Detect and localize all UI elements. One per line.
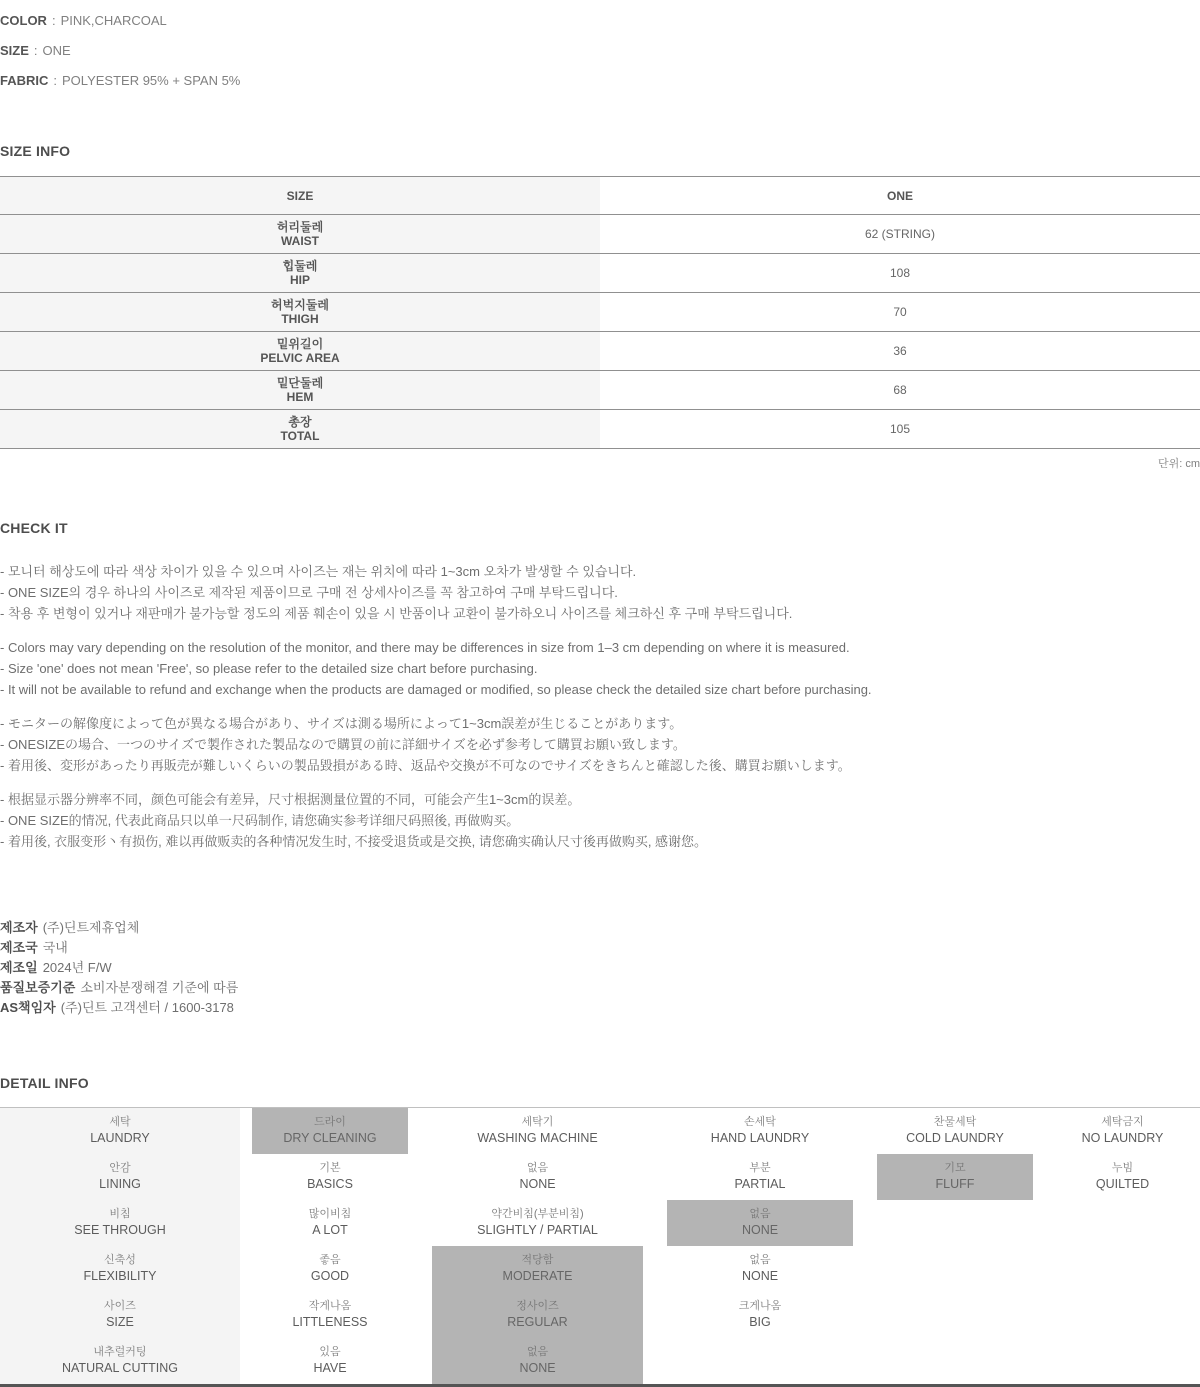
option-cell-selected bbox=[252, 1108, 408, 1154]
manufacturer-row bbox=[0, 958, 1200, 978]
option-kr: 드라이 bbox=[314, 1116, 346, 1128]
product-size-row bbox=[0, 36, 1200, 66]
separator: : bbox=[51, 13, 56, 28]
separator: : bbox=[53, 73, 58, 88]
option-kr: 있음 bbox=[319, 1346, 341, 1358]
size-table-header-one: ONE bbox=[600, 177, 1200, 215]
option-cell bbox=[655, 1292, 865, 1338]
row-label-kr: 허리둘레 bbox=[276, 220, 324, 234]
row-value-hem: 68 bbox=[600, 371, 1200, 410]
note-line: - 모니터 해상도에 따라 색상 차이가 있을 수 있으며 사이즈는 재는 위치에 따라 1~3cm 오차가 발생할 수 있습니다. bbox=[0, 564, 637, 579]
option-cell-selected bbox=[432, 1338, 643, 1384]
row-label-en: WAIST bbox=[281, 234, 319, 248]
note-line: - ONESIZEの場合、一つのサイズで製作された製品なので購買の前に詳細サイズを必ず参考して購買お願い致します。 bbox=[0, 737, 686, 752]
manufacturer-label: 제조국 bbox=[0, 940, 38, 955]
row-label-en: HIP bbox=[289, 273, 310, 287]
separator: : bbox=[33, 43, 38, 58]
label-en: NATURAL CUTTING bbox=[62, 1361, 178, 1375]
table-row-hem bbox=[0, 371, 1200, 410]
table-row-hip bbox=[0, 254, 1200, 293]
note-line: - 착용 후 변형이 있거나 재판매가 불가능할 정도의 제품 훼손이 있을 시 반품이나 교환이 불가하오니 사이즈를 체크하신 후 구매 부탁드립니다. bbox=[0, 606, 793, 621]
manufacturer-label: AS책임자 bbox=[0, 1000, 56, 1015]
option-kr: 찬물세탁 bbox=[933, 1116, 977, 1128]
option-en: HAVE bbox=[313, 1361, 347, 1375]
label-kr: 사이즈 bbox=[104, 1300, 136, 1312]
row-label-hem bbox=[0, 371, 600, 410]
manufacturer-value: 국내 bbox=[42, 940, 68, 955]
row-label-en: PELVIC AREA bbox=[260, 351, 340, 365]
option-cell-selected bbox=[667, 1200, 853, 1246]
row-value-total: 105 bbox=[600, 410, 1200, 449]
option-kr: 없음 bbox=[526, 1162, 549, 1174]
size-table-header-row bbox=[0, 177, 1200, 215]
table-row-total bbox=[0, 410, 1200, 449]
detail-row-natural-cutting bbox=[0, 1338, 1200, 1384]
option-en: WASHING MACHINE bbox=[477, 1131, 598, 1145]
option-kr: 누빔 bbox=[1111, 1162, 1134, 1174]
manufacturer-value: 소비자분쟁해결 기준에 따름 bbox=[80, 980, 239, 995]
option-en: HAND LAUNDRY bbox=[710, 1131, 810, 1145]
option-en: NONE bbox=[741, 1269, 779, 1283]
label-kr: 안감 bbox=[109, 1162, 131, 1174]
row-label-total bbox=[0, 410, 600, 449]
note-line: - ONE SIZE的情况, 代表此商品只以单一尺码制作, 请您确实参考详细尺码照後, 再做购买。 bbox=[0, 813, 520, 828]
detail-info-heading: DETAIL INFO bbox=[0, 1075, 89, 1091]
label-kr: 내추럴커팅 bbox=[93, 1346, 147, 1358]
unit-note: 단위: cm bbox=[1157, 458, 1200, 470]
row-label-en: THIGH bbox=[281, 312, 319, 326]
product-color-row bbox=[0, 6, 1200, 36]
detail-label-size bbox=[0, 1292, 240, 1338]
option-cell bbox=[1045, 1154, 1200, 1200]
option-cell bbox=[420, 1108, 655, 1154]
option-cell bbox=[420, 1200, 655, 1246]
note-line: - It will not be available to refund and exchange when the products are damaged or modified, so please check the detailed size chart before purchasing. bbox=[0, 682, 872, 697]
option-en: NONE bbox=[741, 1223, 779, 1237]
option-en: COLD LAUNDRY bbox=[906, 1131, 1004, 1145]
option-kr: 없음 bbox=[526, 1346, 549, 1358]
row-label-en: HEM bbox=[286, 390, 314, 404]
color-value: PINK,CHARCOAL bbox=[60, 13, 167, 28]
option-kr: 기모 bbox=[944, 1162, 966, 1174]
size-table bbox=[0, 176, 1200, 449]
row-label-pelvic-area bbox=[0, 332, 600, 371]
option-cell-selected bbox=[877, 1154, 1033, 1200]
label-en: LAUNDRY bbox=[90, 1131, 150, 1145]
option-kr: 없음 bbox=[749, 1208, 771, 1220]
detail-row-lining bbox=[0, 1154, 1200, 1200]
note-line: - 着用後, 衣服变形丶有损伤, 难以再做贩卖的各种情况发生时, 不接受退货或是交换, 请您确实确认尺寸後再做购买, 感谢您。 bbox=[0, 834, 708, 849]
option-kr: 손세탁 bbox=[744, 1116, 776, 1128]
note-line: - 根据显示器分辨率不同，颜色可能会有差异，尺寸根据测量位置的不同，可能会产生1~3cm的误差。 bbox=[0, 792, 581, 807]
notes-japanese bbox=[0, 713, 1200, 776]
row-label-waist bbox=[0, 215, 600, 254]
manufacturer-info bbox=[0, 918, 1200, 1018]
notes-english bbox=[0, 637, 1200, 700]
table-row-pelvic-area bbox=[0, 332, 1200, 371]
option-en: BIG bbox=[749, 1315, 771, 1329]
option-cell bbox=[420, 1154, 655, 1200]
label-en: LINING bbox=[99, 1177, 141, 1191]
option-cell bbox=[240, 1246, 420, 1292]
option-en: BASICS bbox=[307, 1177, 353, 1191]
option-en: A LOT bbox=[312, 1223, 348, 1237]
option-cell-selected bbox=[432, 1292, 643, 1338]
row-label-thigh bbox=[0, 293, 600, 332]
manufacturer-row bbox=[0, 998, 1200, 1018]
option-en: MODERATE bbox=[502, 1269, 573, 1283]
detail-row-size bbox=[0, 1292, 1200, 1338]
option-en: NONE bbox=[519, 1177, 556, 1191]
option-en: LITTLENESS bbox=[292, 1315, 368, 1329]
note-line: - Size 'one' does not mean 'Free', so please refer to the detailed size chart before purchasing. bbox=[0, 661, 538, 676]
size-label: SIZE bbox=[0, 43, 29, 58]
fabric-label: FABRIC bbox=[0, 73, 49, 88]
label-en: SIZE bbox=[106, 1315, 134, 1329]
note-line: - 着用後、変形があったり再販売が難しいくらいの製品毀損がある時、返品や交換が不可なのでサイズをきちんと確認した後、購買お願いします。 bbox=[0, 758, 851, 773]
option-en: NONE bbox=[519, 1361, 556, 1375]
size-table-header-size: SIZE bbox=[0, 177, 600, 215]
option-cell bbox=[1045, 1108, 1200, 1154]
notes-korean bbox=[0, 561, 1200, 624]
notes-chinese bbox=[0, 789, 1200, 852]
label-kr: 세탁 bbox=[109, 1116, 131, 1128]
label-en: SEE THROUGH bbox=[74, 1223, 166, 1237]
manufacturer-value: (주)딘트제휴업체 bbox=[42, 920, 140, 935]
detail-row-laundry bbox=[0, 1108, 1200, 1154]
row-label-kr: 밑위길이 bbox=[276, 337, 324, 351]
row-value-hip: 108 bbox=[600, 254, 1200, 293]
option-kr: 좋음 bbox=[319, 1254, 341, 1266]
check-it-heading: CHECK IT bbox=[0, 520, 68, 536]
detail-row-see-through bbox=[0, 1200, 1200, 1246]
manufacturer-row bbox=[0, 978, 1200, 998]
row-label-kr: 총장 bbox=[288, 415, 312, 429]
option-cell bbox=[240, 1338, 420, 1384]
option-cell bbox=[865, 1108, 1045, 1154]
note-line: - モニターの解像度によって色が異なる場合があり、サイズは測る場所によって1~3cm誤差が生じることがあります。 bbox=[0, 716, 683, 731]
color-label: COLOR bbox=[0, 13, 47, 28]
option-kr: 기본 bbox=[319, 1162, 341, 1174]
option-kr: 약간비침(부분비침) bbox=[491, 1208, 584, 1220]
option-en: NO LAUNDRY bbox=[1081, 1131, 1164, 1145]
option-kr: 세탁금지 bbox=[1101, 1116, 1144, 1128]
note-line: - Colors may vary depending on the resolution of the monitor, and there may be differences in size from 1–3 cm depending on where it is measured. bbox=[0, 640, 850, 655]
label-kr: 신축성 bbox=[104, 1254, 136, 1266]
table-row-waist bbox=[0, 215, 1200, 254]
option-kr: 정사이즈 bbox=[516, 1300, 559, 1312]
option-cell bbox=[240, 1292, 420, 1338]
option-en: GOOD bbox=[310, 1269, 350, 1283]
product-fabric-row bbox=[0, 66, 1200, 96]
detail-info-grid bbox=[0, 1107, 1200, 1387]
option-kr: 부분 bbox=[749, 1162, 771, 1174]
label-en: FLEXIBILITY bbox=[83, 1269, 157, 1283]
option-en: QUILTED bbox=[1095, 1177, 1150, 1191]
manufacturer-label: 제조자 bbox=[0, 920, 38, 935]
row-label-hip bbox=[0, 254, 600, 293]
option-en: DRY CLEANING bbox=[283, 1131, 377, 1145]
row-label-kr: 힙둘레 bbox=[282, 259, 318, 273]
label-kr: 비침 bbox=[109, 1208, 131, 1220]
note-line: - ONE SIZE의 경우 하나의 사이즈로 제작된 제품이므로 구매 전 상세사이즈를 꼭 참고하여 구매 부탁드립니다. bbox=[0, 585, 618, 600]
option-cell bbox=[240, 1200, 420, 1246]
detail-row-flexibility bbox=[0, 1246, 1200, 1292]
option-cell-selected bbox=[432, 1246, 643, 1292]
manufacturer-row bbox=[0, 918, 1200, 938]
row-value-waist: 62 (STRING) bbox=[600, 215, 1200, 254]
option-cell bbox=[655, 1108, 865, 1154]
size-info-heading: SIZE INFO bbox=[0, 143, 71, 159]
manufacturer-label: 제조일 bbox=[0, 960, 38, 975]
option-cell bbox=[240, 1154, 420, 1200]
table-row-thigh bbox=[0, 293, 1200, 332]
option-kr: 없음 bbox=[749, 1254, 771, 1266]
option-kr: 적당함 bbox=[521, 1254, 554, 1266]
option-en: FLUFF bbox=[935, 1177, 975, 1191]
option-cell bbox=[655, 1154, 865, 1200]
manufacturer-label: 품질보증기준 bbox=[0, 980, 76, 995]
detail-label-natural-cutting bbox=[0, 1338, 240, 1384]
option-en: REGULAR bbox=[507, 1315, 568, 1329]
manufacturer-row bbox=[0, 938, 1200, 958]
option-cell bbox=[655, 1246, 865, 1292]
option-kr: 크게나옴 bbox=[738, 1300, 782, 1312]
detail-label-flexibility bbox=[0, 1246, 240, 1292]
row-value-thigh: 70 bbox=[600, 293, 1200, 332]
fabric-value: POLYESTER 95% + SPAN 5% bbox=[62, 73, 241, 88]
option-kr: 작게나옴 bbox=[308, 1300, 352, 1312]
option-kr: 많이비침 bbox=[308, 1208, 352, 1220]
row-value-pelvic-area: 36 bbox=[600, 332, 1200, 371]
product-summary bbox=[0, 0, 1200, 96]
row-label-kr: 밑단둘레 bbox=[276, 376, 324, 390]
check-it-notes bbox=[0, 561, 1200, 852]
detail-label-lining bbox=[0, 1154, 240, 1200]
option-kr: 세탁기 bbox=[521, 1116, 554, 1128]
manufacturer-value: (주)딘트 고객센터 / 1600-3178 bbox=[60, 1000, 234, 1015]
row-label-en: TOTAL bbox=[280, 429, 320, 443]
size-value: ONE bbox=[42, 43, 71, 58]
row-label-kr: 허벅지둘레 bbox=[271, 298, 329, 312]
detail-label-laundry bbox=[0, 1108, 240, 1154]
manufacturer-value: 2024년 F/W bbox=[42, 960, 112, 975]
option-en: PARTIAL bbox=[734, 1177, 786, 1191]
detail-label-see-through bbox=[0, 1200, 240, 1246]
option-en: SLIGHTLY / PARTIAL bbox=[477, 1223, 598, 1237]
